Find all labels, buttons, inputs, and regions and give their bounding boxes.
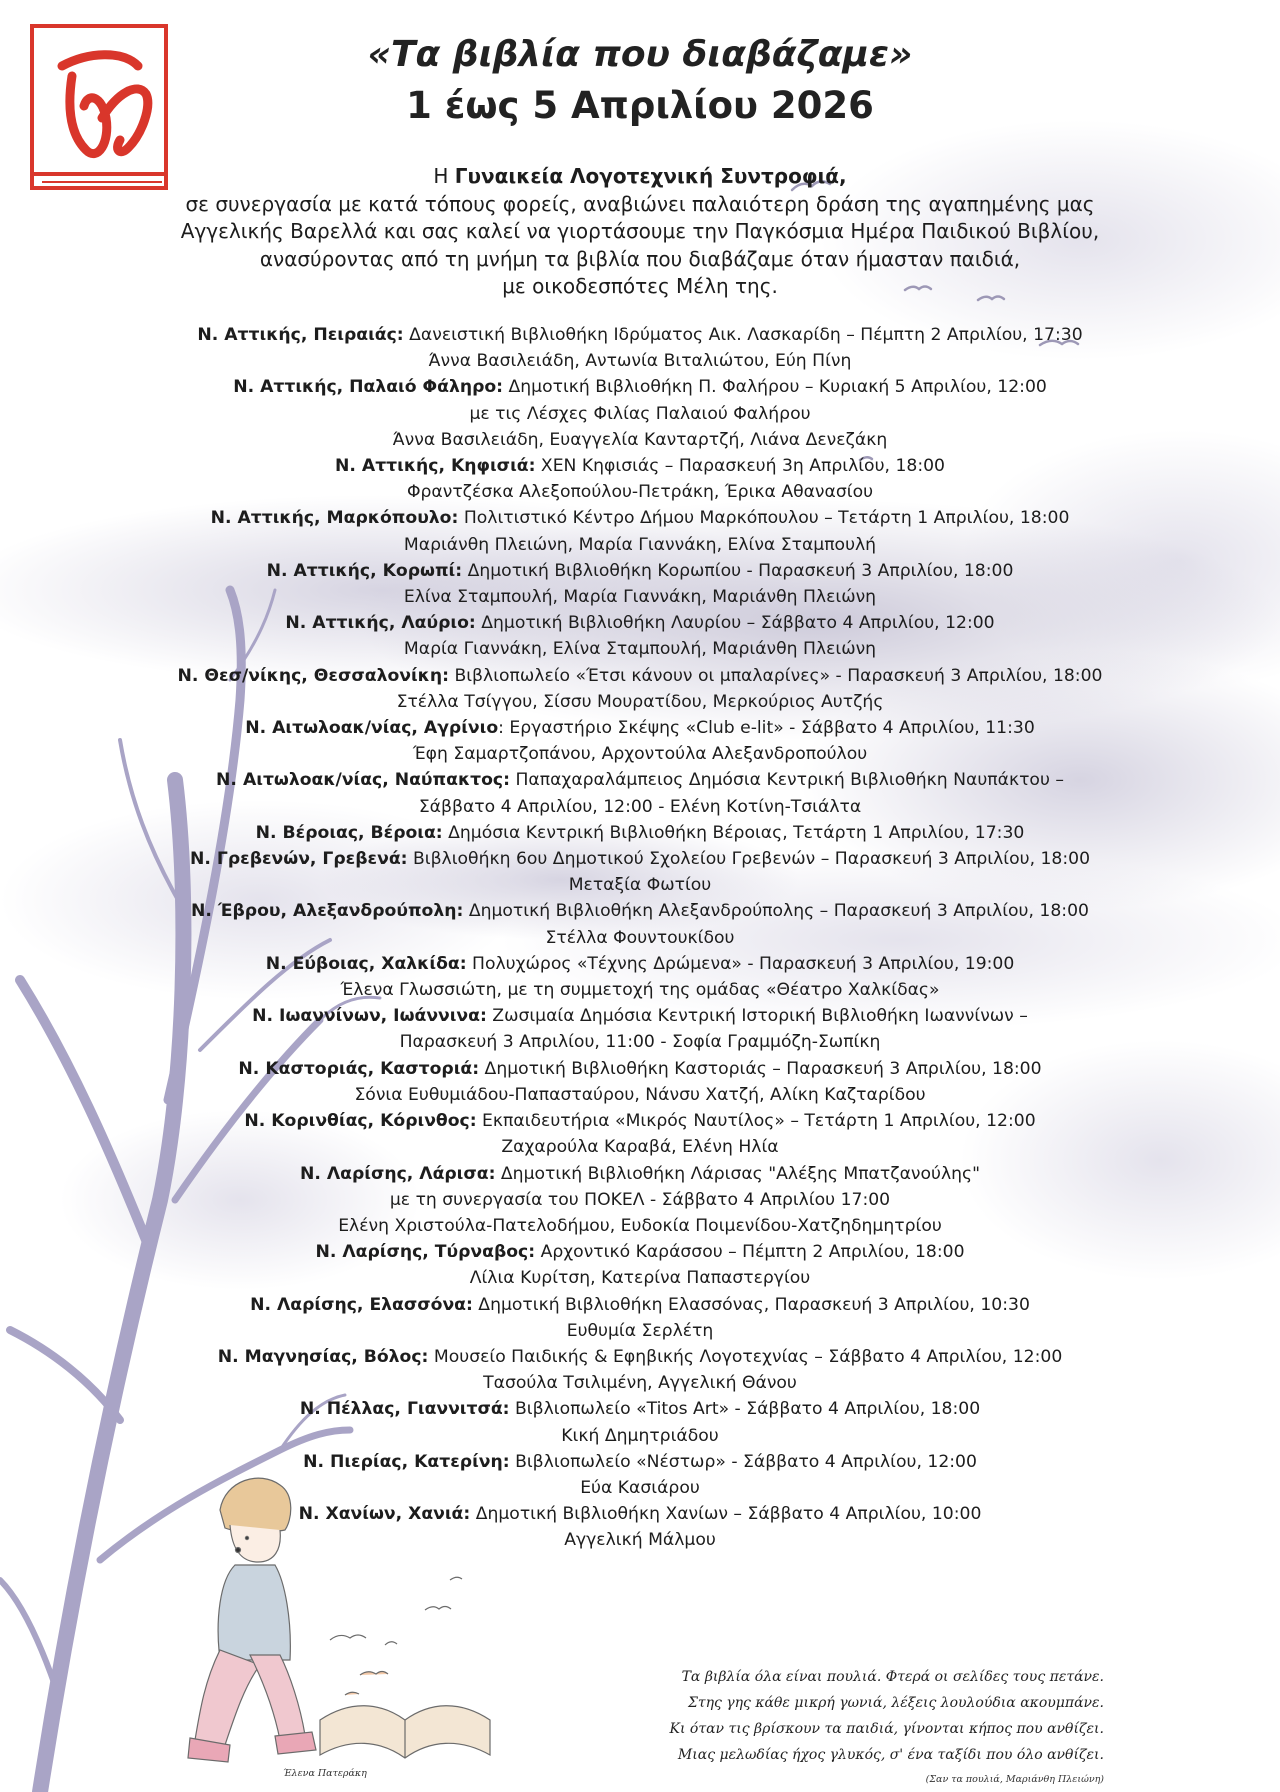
event-venue: Δημοτική Βιβλιοθήκη Χανίων – Σάββατο 4 Απριλίου, 10:00 [470,1504,982,1525]
event-venue-line [80,1239,1200,1265]
event-venue: Μουσείο Παιδικής & Εφηβικής Λογοτεχνίας – Σάββατο 4 Απριλίου, 12:00 [428,1346,1063,1367]
organization-name: Γυναικεία Λογοτεχνική Συντροφιά, [454,164,847,188]
event-venue-line [80,767,1200,793]
event-location: Ν. Γρεβενών, Γρεβενά: [189,849,408,870]
event-hosts-line: Τασούλα Τσιλιμένη, Αγγελική Θάνου [483,1373,797,1394]
event-location: Ν. Πιερίας, Κατερίνη: [303,1451,510,1472]
event-hosts-line: Ελίνα Σταμπουλή, Μαρία Γιαννάκη, Μαριάνθη Πλειώνη [403,587,877,608]
event-location: Ν. Αττικής, Κορωπί: [266,560,463,581]
event-venue-line [80,1003,1200,1029]
event-hosts-line: Σάββατο 4 Απριλίου, 12:00 - Ελένη Κοτίνη-Τσιάλτα [418,796,862,817]
event-location: Ν. Ιωαννίνων, Ιωάννινα: [252,1006,487,1027]
event-title: «Τα βιβλία που διαβάζαμε» [367,34,913,75]
event-venue-line [80,610,1200,636]
event-location: Ν. Αττικής, Παλαιό Φάληρο: [233,377,504,398]
event-entry [80,1056,1200,1108]
event-location: Ν. Μαγνησίας, Βόλος: [217,1346,429,1367]
event-hosts-line: Έφη Σαμαρτζοπάνου, Αρχοντούλα Αλεξανδροπούλου [412,744,868,765]
event-location: Ν. Αττικής, Λαύριο: [285,613,476,634]
event-entry [80,453,1200,505]
event-venue: Βιβλιοπωλείο «Νέστωρ» - Σάββατο 4 Απριλίου, 12:00 [509,1451,977,1472]
event-location: Ν. Λαρίσης, Λάρισα: [299,1163,496,1184]
poem-line: Στης γης κάθε μικρή γωνιά, λέξεις λουλούδια ακουμπάνε. [687,1695,1104,1711]
event-venue-line [80,1344,1200,1370]
event-location: Ν. Έβρου, Αλεξανδρούπολη: [191,901,464,922]
event-location: Ν. Βέροιας, Βέροια: [255,822,443,843]
event-venue-line [80,1292,1200,1318]
event-entry [80,1501,1200,1553]
event-location: Ν. Κορινθίας, Κόρινθος: [244,1111,477,1132]
event-location: Ν. Λαρίσης, Ελασσόνα: [250,1294,473,1315]
event-hosts-line: Μεταξία Φωτίου [568,875,712,896]
event-venue-line [80,505,1200,531]
event-entry [80,1161,1200,1240]
intro-paragraph [140,163,1140,301]
event-dates: 1 έως 5 Απριλίου 2026 [406,84,874,127]
event-location: Ν. Πέλλας, Γιαννιτσά: [299,1399,510,1420]
event-hosts-line: Εύα Κασιάρου [580,1477,700,1498]
illustrator-credit: Έλενα Πατεράκη [283,1768,367,1779]
event-venue: Πολυχώρος «Τέχνης Δρώμενα» - Παρασκευή 3 Απριλίου, 19:00 [466,953,1015,974]
event-entry [80,505,1200,557]
event-entry [80,1292,1200,1344]
event-entry [80,1003,1200,1055]
event-venue-line [80,898,1200,924]
intro-line: Αγγελικής Βαρελλά και σας καλεί να γιορτάσουμε την Παγκόσμια Ημέρα Παιδικού Βιβλίου, [180,219,1100,244]
event-location: Ν. Λαρίσης, Τύρναβος: [315,1242,536,1263]
event-venue: Εκπαιδευτήρια «Μικρός Ναυτίλος» – Τετάρτη 1 Απριλίου, 12:00 [476,1111,1036,1132]
event-venue-line [80,846,1200,872]
event-entry [80,846,1200,898]
event-location: Ν. Καστοριάς, Καστοριά: [238,1058,480,1079]
event-venue-line [80,374,1200,400]
intro-line: ανασύροντας από τη μνήμη τα βιβλία που διαβάζαμε όταν ήμασταν παιδιά, [259,246,1021,271]
event-entry [80,663,1200,715]
event-hosts-line: Ζαχαρούλα Καραβά, Ελένη Ηλία [501,1137,779,1158]
event-entry [80,715,1200,767]
event-venue: Βιβλιοπωλείο «Titos Art» - Σάββατο 4 Απριλίου, 18:00 [509,1399,981,1420]
poem-line: Κι όταν τις βρίσκουν τα παιδιά, γίνονται κήπος που ανθίζει. [669,1721,1104,1737]
event-venue: : Εργαστήριο Σκέψης «Club e-lit» - Σάββατο 4 Απριλίου, 11:30 [498,718,1035,739]
event-entry [80,322,1200,374]
intro-line: με οικοδεσπότες Μέλη της. [502,274,778,299]
event-venue-line [80,1396,1200,1422]
event-entry [80,1108,1200,1160]
event-venue: Δανειστική Βιβλιοθήκη Ιδρύματος Αικ. Λασκαρίδη – Πέμπτη 2 Απριλίου, 17:30 [403,325,1083,345]
event-hosts-line: Παρασκευή 3 Απριλίου, 11:00 - Σοφία Γραμμόζη-Σωπίκη [399,1032,881,1053]
event-venue: Δημοτική Βιβλιοθήκη Καστοριάς – Παρασκευή 3 Απριλίου, 18:00 [479,1058,1042,1079]
event-hosts-line: Στέλλα Τσίγγου, Σίσσυ Μουρατίδου, Μερκούριος Αυτζής [396,691,884,712]
event-hosts-line: με τη συνεργασία του ΠΟΚΕΛ - Σάββατο 4 Απριλίου 17:00 [389,1189,891,1210]
event-entry [80,1344,1200,1396]
event-hosts-line: Κική Δημητριάδου [561,1425,719,1446]
event-venue: Δημοτική Βιβλιοθήκη Λάρισας "Αλέξης Μπατζανούλης" [495,1163,981,1184]
event-location: Ν. Χανίων, Χανιά: [298,1504,471,1525]
poem-line: Τα βιβλία όλα είναι πουλιά. Φτερά οι σελίδες τους πετάνε. [681,1669,1104,1685]
event-entry [80,610,1200,662]
poem-line: Μιας μελωδίας ήχος γλυκός, σ' ένα ταξίδι που όλο ανθίζει. [677,1747,1104,1763]
intro-line-org [140,163,1140,191]
event-venue-line [80,1501,1200,1527]
event-hosts-line: Ευθυμία Σερλέτη [566,1320,714,1341]
event-hosts-line: με τις Λέσχες Φιλίας Παλαιού Φαλήρου [469,403,811,424]
event-venue-line [80,715,1200,741]
event-venue: Δημοτική Βιβλιοθήκη Ελασσόνας, Παρασκευή 3 Απριλίου, 10:30 [472,1294,1030,1315]
event-venue: Δημόσια Κεντρική Βιβλιοθήκη Βέροιας, Τετάρτη 1 Απριλίου, 17:30 [442,822,1025,843]
event-venue-line [80,1449,1200,1475]
event-entry [80,898,1200,950]
event-location: Ν. Αιτωλοακ/νίας, Ναύπακτος: [216,770,510,791]
event-hosts-line: Αγγελική Μάλμου [564,1530,716,1551]
event-entry [80,1239,1200,1291]
event-venue-line [80,820,1200,846]
event-entry [80,767,1200,819]
event-venue: Βιβλιοπωλείο «Έτσι κάνουν οι μπαλαρίνες» - Παρασκευή 3 Απριλίου, 18:00 [448,665,1103,686]
event-venue-line [80,1056,1200,1082]
event-entry [80,558,1200,610]
event-venue-line [80,663,1200,689]
event-venue: ΧΕΝ Κηφισιάς – Παρασκευή 3η Απριλίου, 18:00 [535,456,945,477]
intro-prefix: Η [433,164,455,188]
event-venue: Παπαχαραλάμπειος Δημόσια Κεντρική Βιβλιοθήκη Ναυπάκτου – [510,770,1064,791]
event-hosts-line: Φραντζέσκα Αλεξοπούλου-Πετράκη, Έρικα Αθανασίου [406,482,874,503]
event-venue-line [80,951,1200,977]
event-venue: Δημοτική Βιβλιοθήκη Λαυρίου – Σάββατο 4 Απριλίου, 12:00 [475,613,995,634]
event-entry [80,1449,1200,1501]
event-venue: Πολιτιστικό Κέντρο Δήμου Μαρκόπουλου – Τετάρτη 1 Απριλίου, 18:00 [458,508,1070,529]
event-venue-line [80,558,1200,584]
event-location: Ν. Αττικής, Μαρκόπουλο: [210,508,459,529]
intro-line: σε συνεργασία με κατά τόπους φορείς, αναβιώνει παλαιότερη δράση της αγαπημένης μας [185,191,1095,216]
event-hosts-line: Μαρία Γιαννάκη, Ελίνα Σταμπουλή, Μαριάνθη Πλειώνη [403,639,877,660]
event-location: Ν. Εύβοιας, Χαλκίδα: [265,953,467,974]
event-venue: Δημοτική Βιβλιοθήκη Κορωπίου - Παρασκευή 3 Απριλίου, 18:00 [462,560,1014,581]
event-venue: Αρχοντικό Καράσσου – Πέμπτη 2 Απριλίου, 18:00 [535,1242,965,1263]
event-entry [80,820,1200,846]
event-venue-line [80,1108,1200,1134]
event-hosts-line: Έλενα Γλωσσιώτη, με τη συμμετοχή της ομάδας «Θέατρο Χαλκίδας» [340,980,940,1001]
event-hosts-line: Άννα Βασιλειάδη, Αντωνία Βιταλιώτου, Εύη Πίνη [428,351,852,372]
event-location: Ν. Αιτωλοακ/νίας, Αγρίνιο [245,718,499,739]
event-venue: Δημοτική Βιβλιοθήκη Π. Φαλήρου – Κυριακή 5 Απριλίου, 12:00 [503,377,1047,398]
event-hosts-line: Σόνια Ευθυμιάδου-Παπασταύρου, Νάνσυ Χατζή, Αλίκη Καζταρίδου [354,1084,926,1105]
event-location: Ν. Αττικής, Κηφισιά: [335,456,536,477]
event-venue: Βιβλιοθήκη 6ου Δημοτικού Σχολείου Γρεβενών – Παρασκευή 3 Απριλίου, 18:00 [407,849,1091,870]
event-hosts-line: Στέλλα Φουντουκίδου [545,927,735,948]
event-location: Ν. Αττικής, Πειραιάς: [197,325,404,345]
event-venue-line [80,1161,1200,1187]
event-venue-line [80,453,1200,479]
event-entry [80,951,1200,1003]
event-venue-line [80,322,1200,348]
event-venue: Ζωσιμαία Δημόσια Κεντρική Ιστορική Βιβλιοθήκη Ιωαννίνων – [486,1006,1028,1027]
poem-credit: (Σαν τα πουλιά, Μαριάνθη Πλειώνη) [925,1774,1104,1785]
event-entry [80,1396,1200,1448]
event-hosts-line: Μαριάνθη Πλειώνη, Μαρία Γιαννάκη, Ελίνα Σταμπουλή [403,534,877,555]
event-venue: Δημοτική Βιβλιοθήκη Αλεξανδρούπολης – Παρασκευή 3 Απριλίου, 18:00 [463,901,1089,922]
event-entry [80,374,1200,453]
event-location: Ν. Θεσ/νίκης, Θεσσαλονίκη: [177,665,449,686]
event-hosts-line: Ελένη Χριστούλα-Πατελοδήμου, Ευδοκία Ποιμενίδου-Χατζηδημητρίου [338,1215,942,1236]
event-hosts-line: Λίλια Κυρίτση, Κατερίνα Παπαστεργίου [469,1268,811,1289]
events-list [80,322,1200,1554]
poem [670,1664,1104,1768]
event-hosts-line: Άννα Βασιλειάδη, Ευαγγελία Κανταρτζή, Λιάνα Δενεζάκη [392,429,888,450]
